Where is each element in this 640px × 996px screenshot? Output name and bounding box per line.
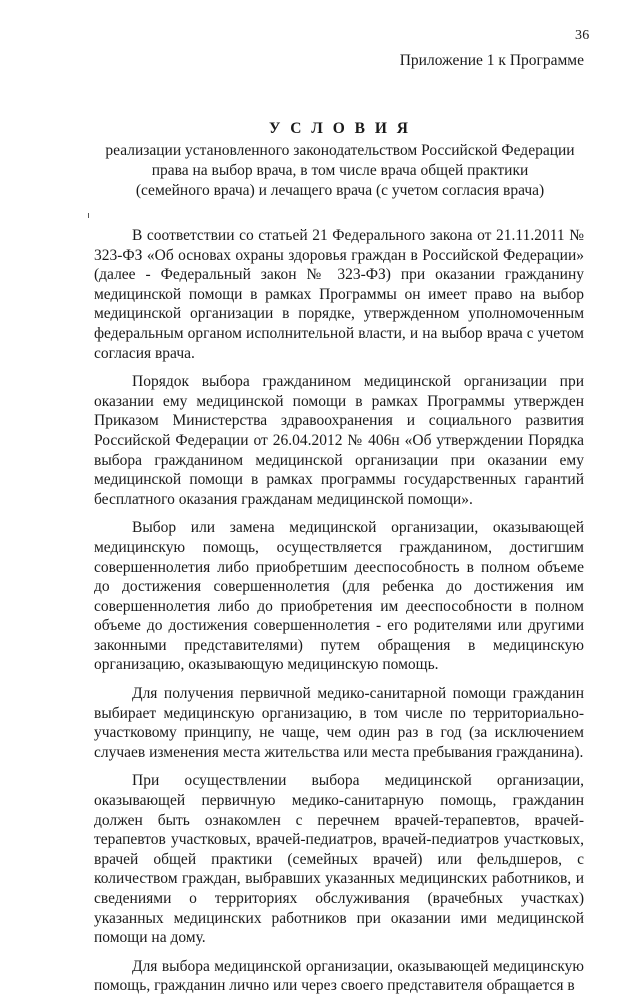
body-paragraph: Порядок выбора гражданином медицинской организации при оказании ему медицинской помощи в рамках Программы утвержден Приказом Министерства здравоохранения и социального развития Российской Федерации от 26.04.2012 № 406н «Об утверждении Порядка выбора гражданином медицинской организации при оказании ему медицинской помощи в рамках программы государственных гарантий бесплатного оказания гражданам медицинской помощи». [94,373,584,508]
body-paragraph: Для выбора медицинской организации, оказывающей медицинскую помощь, гражданин лично или через своего представителя обращается в [94,957,584,995]
document-subtitle [0,141,640,201]
margin-mark [88,213,89,218]
body-paragraph: Для получения первичной медико-санитарной помощи гражданин выбирает медицинскую организацию, в том числе по территориально-участковому принципу, не чаще, чем один раз в год (за исключением случаев изменения места жительства или места пребывания гражданина). [94,685,584,761]
subtitle-line: (семейного врача) и лечащего врача (с учетом согласия врача) [135,182,545,199]
document-heading: У С Л О В И Я [268,120,411,137]
document-body [94,226,584,996]
body-paragraph: При осуществлении выбора медицинской организации, оказывающей первичную медико-санитарную помощь, гражданин должен быть ознакомлен с перечнем врачей-терапевтов, врачей-терапевтов участковых, врачей-педиатров, врачей-педиатров участковых, врачей общей практики (семейных врачей) или фельдшеров, с количеством граждан, выбравших указанных медицинских работников, и сведениями о территориях обслуживания (врачебных участках) указанных медицинских работников при оказании ими медицинской помощи на дому. [94,772,584,947]
body-paragraph: В соответствии со статьей 21 Федерального закона от 21.11.2011 № 323-ФЗ «Об основах охраны здоровья граждан в Российской Федерации» (далее - Федеральный закон № 323-ФЗ) при оказании гражданину медицинской помощи в рамках Программы он имеет право на выбор медицинской организации в порядке, утвержденном уполномоченным федеральным органом исполнительной власти, и на выбор врача с учетом согласия врача. [94,227,584,362]
subtitle-line: права на выбор врача, в том числе врача общей практики [151,162,529,179]
page-number: 36 [575,28,590,43]
subtitle-line: реализации установленного законодательством Российской Федерации [105,142,575,159]
body-paragraph: Выбор или замена медицинской организации, оказывающей медицинскую помощь, осуществляется гражданином, достигшим совершеннолетия либо приобретшим дееспособность в полном объеме до достижения совершеннолетия (для ребенка до достижения им совершеннолетия либо до приобретения им дееспособности в полном объеме до достижения совершеннолетия - его родителями или другими законными представителями) путем обращения в медицинскую организацию, оказывающую медицинскую помощь. [94,519,584,674]
appendix-caption: Приложение 1 к Программе [399,52,584,69]
